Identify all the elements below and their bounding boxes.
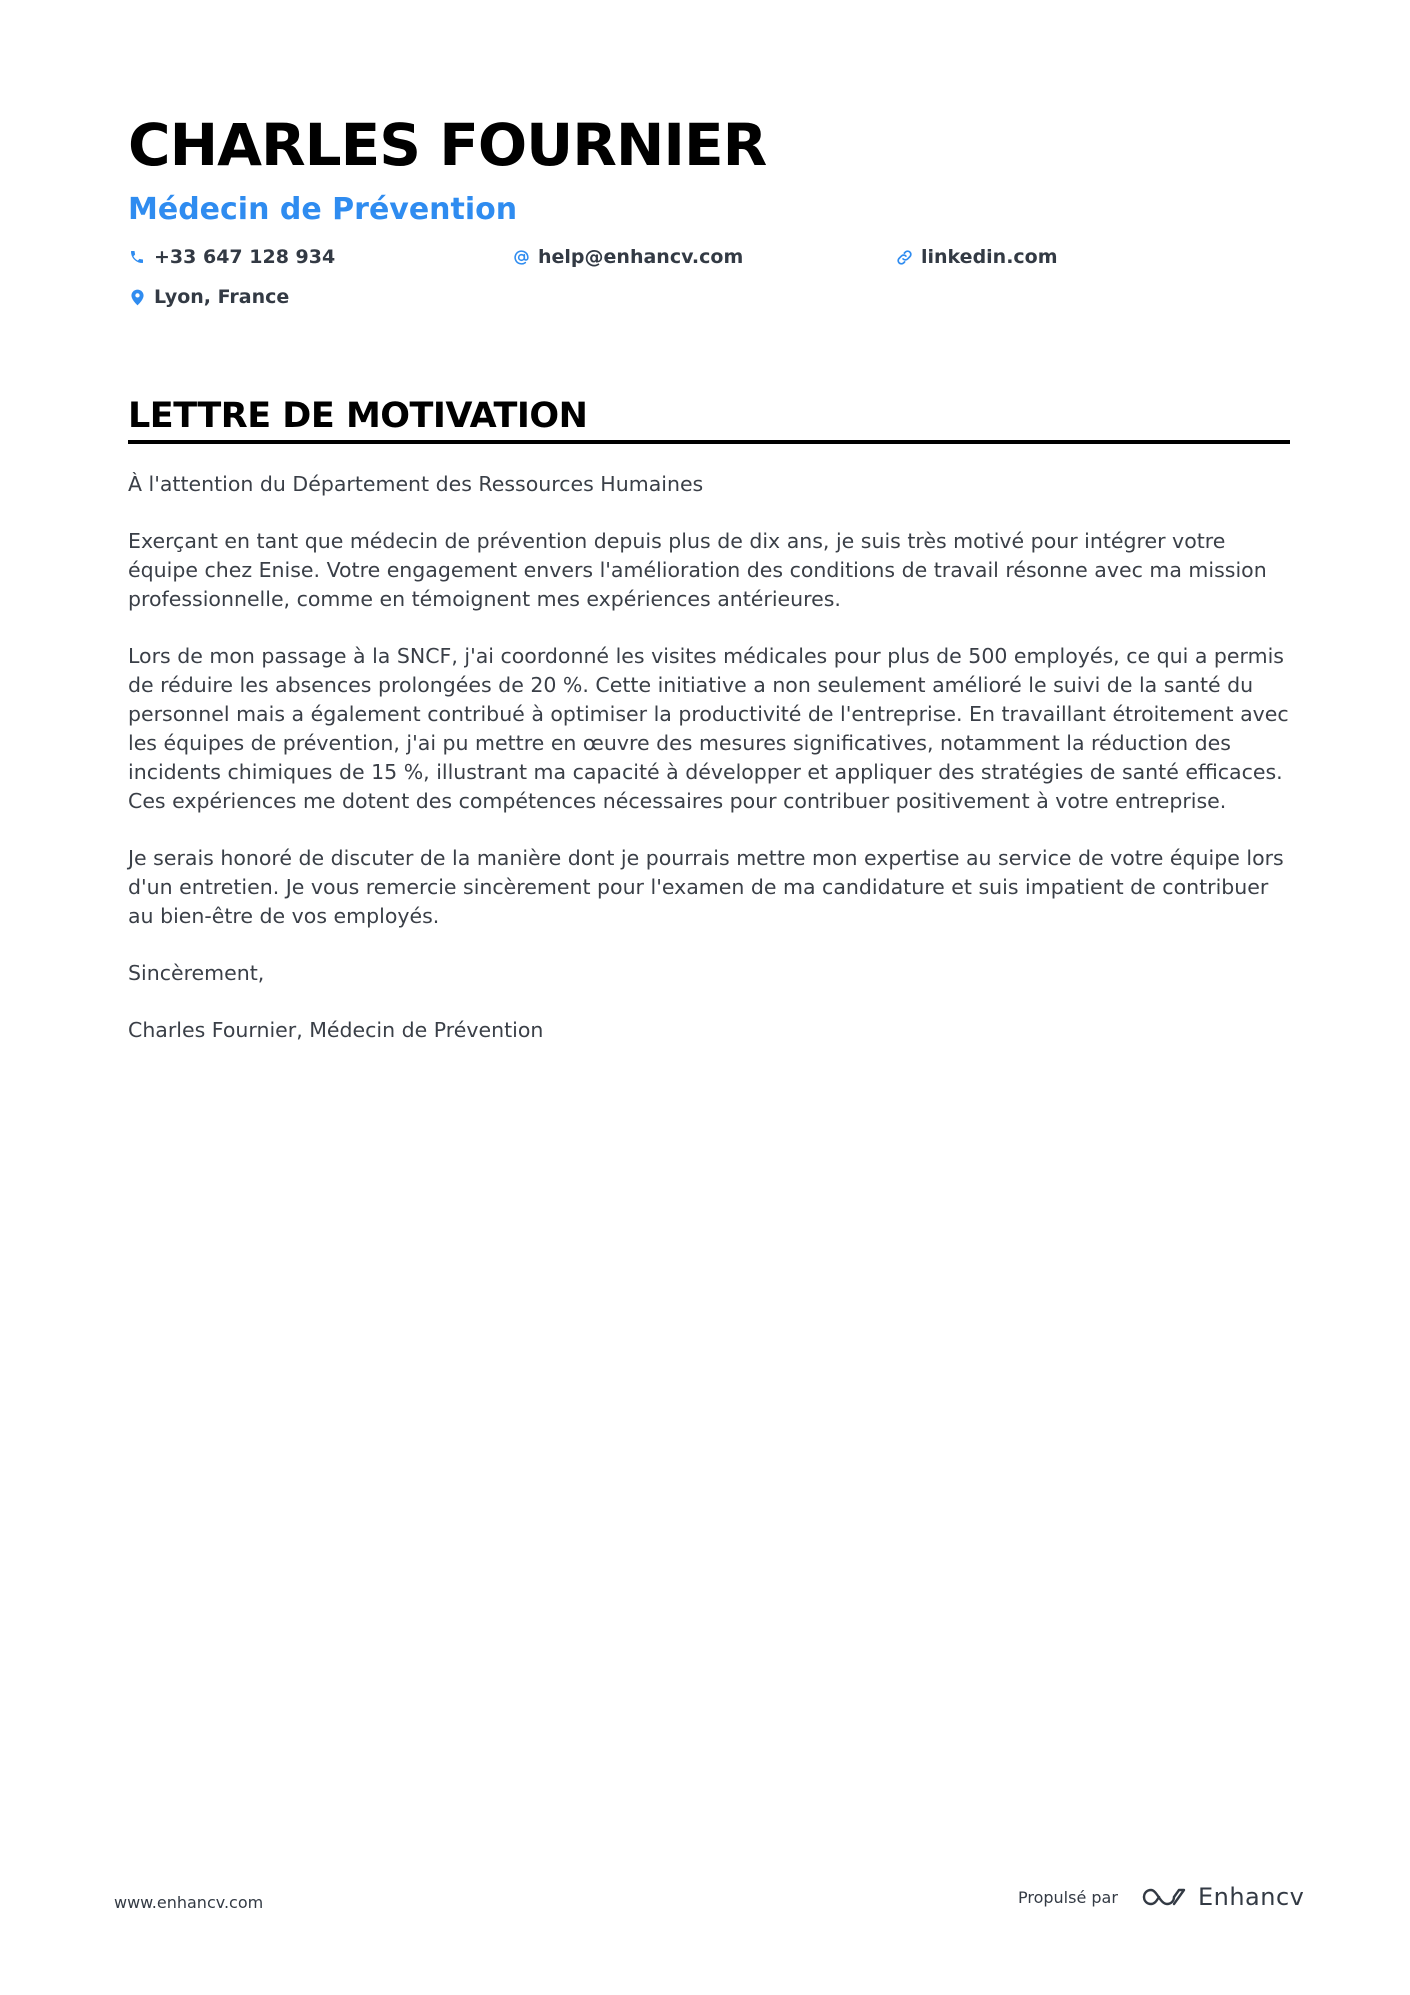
signature: Charles Fournier, Médecin de Prévention [128,1018,544,1042]
at-icon [512,248,530,266]
powered-by-text: Propulsé par [1018,1887,1118,1907]
applicant-name: CHARLES FOURNIER [128,111,767,179]
letter-body [128,470,1290,1045]
closing: Sincèrement, [128,961,265,985]
job-title: Médecin de Prévention [128,192,518,227]
phone-icon [128,248,146,266]
contact-phone [128,242,335,272]
linkedin-text: linkedin.com [921,246,1058,268]
paragraph-1: Exerçant en tant que médecin de prévention depuis plus de dix ans, je suis très motivé pour intégrer votre équipe chez Enise. Votre engagement envers l'amélioration des conditions de travail résonne avec ma mission professionnelle, comme en témoignent mes expériences antérieures. [128,529,1267,611]
section-divider [128,440,1290,444]
enhancv-logo-icon [1140,1885,1186,1909]
contact-linkedin[interactable] [895,242,1058,272]
email-text: help@enhancv.com [538,246,744,268]
section-title: LETTRE DE MOTIVATION [128,396,588,436]
location-text: Lyon, France [154,286,290,308]
salutation: À l'attention du Département des Ressources Humaines [128,472,704,496]
contact-email[interactable] [512,242,743,272]
paragraph-3: Je serais honoré de discuter de la manière dont je pourrais mettre mon expertise au service de votre équipe lors d'un entretien. Je vous remercie sincèrement pour l'examen de ma candidature et suis impatient de contribuer au bien-être de vos employés. [128,846,1284,928]
paragraph-2: Lors de mon passage à la SNCF, j'ai coordonné les visites médicales pour plus de 500 employés, ce qui a permis de réduire les absences prolongées de 20 %. Cette initiative a non seulement amélioré le suivi de la santé du personnel mais a également contribué à optimiser la productivité de l'entreprise. En travaillant étroitement avec les équipes de prévention, j'ai pu mettre en œuvre des mesures significatives, notamment la réduction des incidents chimiques de 15 %, illustrant ma capacité à développer et appliquer des stratégies de santé efficaces. Ces expériences me dotent des compétences nécessaires pour contribuer positivement à votre entreprise. [128,644,1289,813]
letter-section [128,394,1290,1073]
phone-text: +33 647 128 934 [154,246,336,268]
contact-list [128,242,1290,322]
header [128,110,1290,322]
footer-branding [1018,1883,1304,1911]
contact-location [128,282,289,312]
link-icon [895,248,913,266]
footer-website[interactable]: www.enhancv.com [114,1893,264,1912]
brand-name: Enhancv [1197,1883,1305,1911]
location-pin-icon [128,288,146,306]
